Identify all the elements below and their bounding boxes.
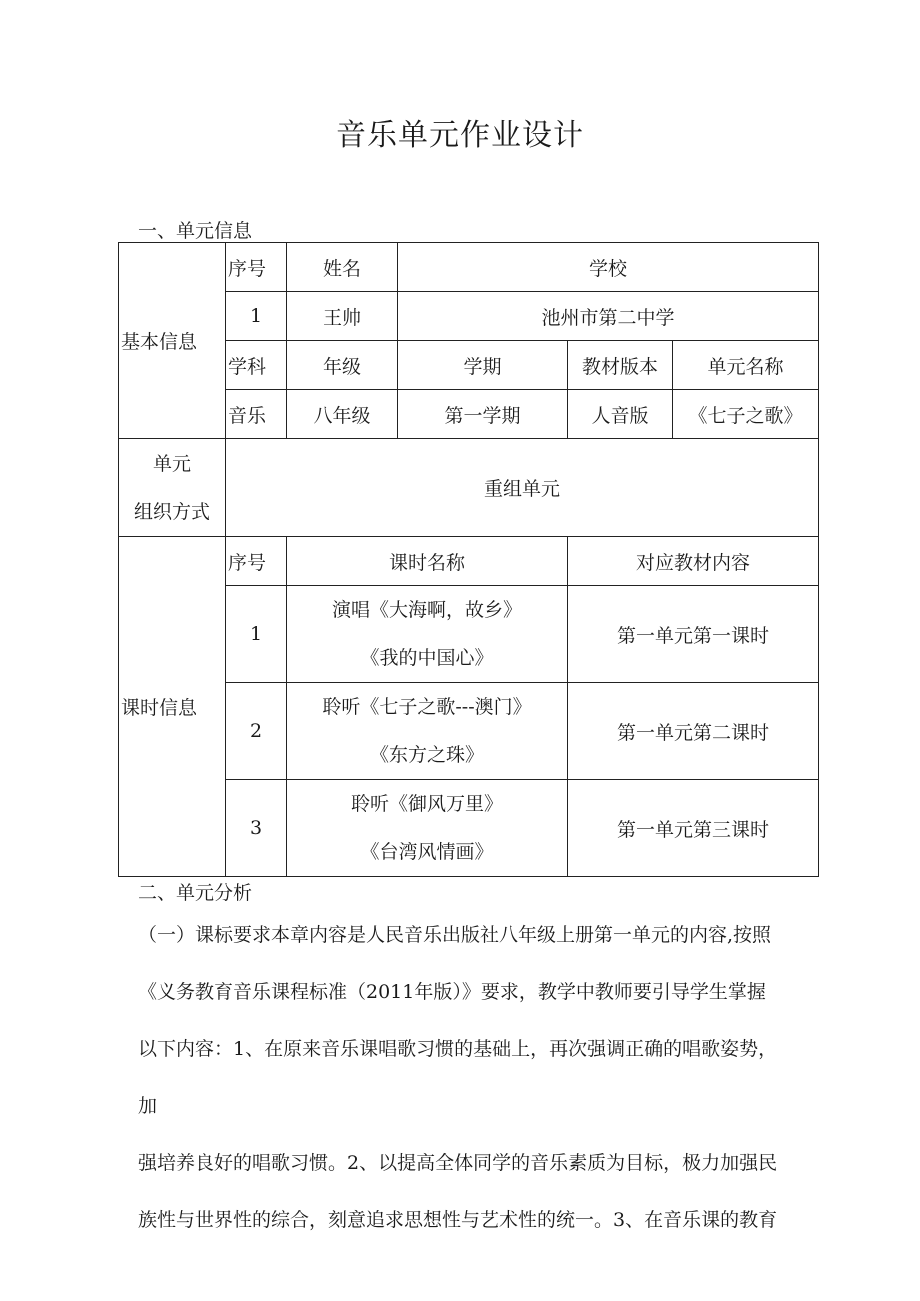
- lesson-content: 第一单元第一课时: [568, 586, 819, 683]
- section-heading-unit-analysis: 二、单元分析: [138, 882, 253, 904]
- lesson-name-line2: 《东方之珠》: [369, 744, 484, 766]
- lesson-name: [287, 586, 568, 683]
- header-term: 学期: [398, 341, 568, 390]
- unit-info-table: [118, 242, 819, 877]
- org-label-line2: 组织方式: [133, 500, 210, 523]
- org-label-line1: 单元: [152, 452, 191, 475]
- header-grade: 年级: [287, 341, 398, 390]
- lesson-header-name: 课时名称: [287, 537, 568, 586]
- header-unit-name: 单元名称: [673, 341, 819, 390]
- header-subject: 学科: [226, 341, 287, 390]
- lesson-name-line2: 《台湾风情画》: [360, 841, 494, 863]
- section-heading-unit-info: 一、单元信息: [138, 220, 253, 242]
- paragraph-line: （一）课标要求本章内容是人民音乐出版社八年级上册第一单元的内容,按照: [138, 924, 772, 946]
- school-name: 池州市第二中学: [398, 292, 819, 341]
- term-value: 第一学期: [398, 390, 568, 439]
- page-title: 音乐单元作业设计: [336, 118, 584, 153]
- header-no: 序号: [226, 243, 287, 292]
- lesson-content: 第一单元第三课时: [568, 780, 819, 877]
- lesson-header-no: 序号: [226, 537, 287, 586]
- paragraph-line: 强培养良好的唱歌习惯。2、以提高全体同学的音乐素质为目标，极力加强民: [138, 1152, 778, 1174]
- paragraph-line: 族性与世界性的综合，刻意追求思想性与艺术性的统一。3、在音乐课的教育: [138, 1209, 778, 1231]
- lesson-no: 2: [226, 683, 287, 780]
- lesson-header-content: 对应教材内容: [568, 537, 819, 586]
- paragraph-line: 以下内容：1、在原来音乐课唱歌习惯的基础上，再次强调正确的唱歌姿势，: [138, 1038, 778, 1060]
- header-name: 姓名: [287, 243, 398, 292]
- lesson-name-line2: 《我的中国心》: [360, 647, 494, 669]
- subject-value: 音乐: [226, 390, 287, 439]
- basic-info-label: 基本信息: [119, 243, 226, 439]
- lesson-no: 1: [226, 586, 287, 683]
- teacher-name: 王帅: [287, 292, 398, 341]
- lesson-info-label: 课时信息: [119, 537, 226, 877]
- lesson-no: 3: [226, 780, 287, 877]
- org-method-label: [119, 439, 226, 537]
- lesson-name: [287, 780, 568, 877]
- analysis-paragraph: [138, 907, 828, 1249]
- header-edition: 教材版本: [568, 341, 673, 390]
- paragraph-line: 《义务教育音乐课程标准（2011年版）》要求，教学中教师要引导学生掌握: [138, 981, 766, 1003]
- paragraph-line: 加: [138, 1095, 158, 1117]
- lesson-name-line1: 聆听《七子之歌---澳门》: [322, 696, 532, 718]
- grade-value: 八年级: [287, 390, 398, 439]
- edition-value: 人音版: [568, 390, 673, 439]
- unit-name-value: 《七子之歌》: [673, 390, 819, 439]
- header-school: 学校: [398, 243, 819, 292]
- org-method-value: 重组单元: [226, 439, 819, 537]
- lesson-name: [287, 683, 568, 780]
- lesson-content: 第一单元第二课时: [568, 683, 819, 780]
- lesson-name-line1: 演唱《大海啊，故乡》: [331, 599, 522, 621]
- teacher-no: 1: [226, 292, 287, 341]
- lesson-name-line1: 聆听《御风万里》: [350, 793, 503, 815]
